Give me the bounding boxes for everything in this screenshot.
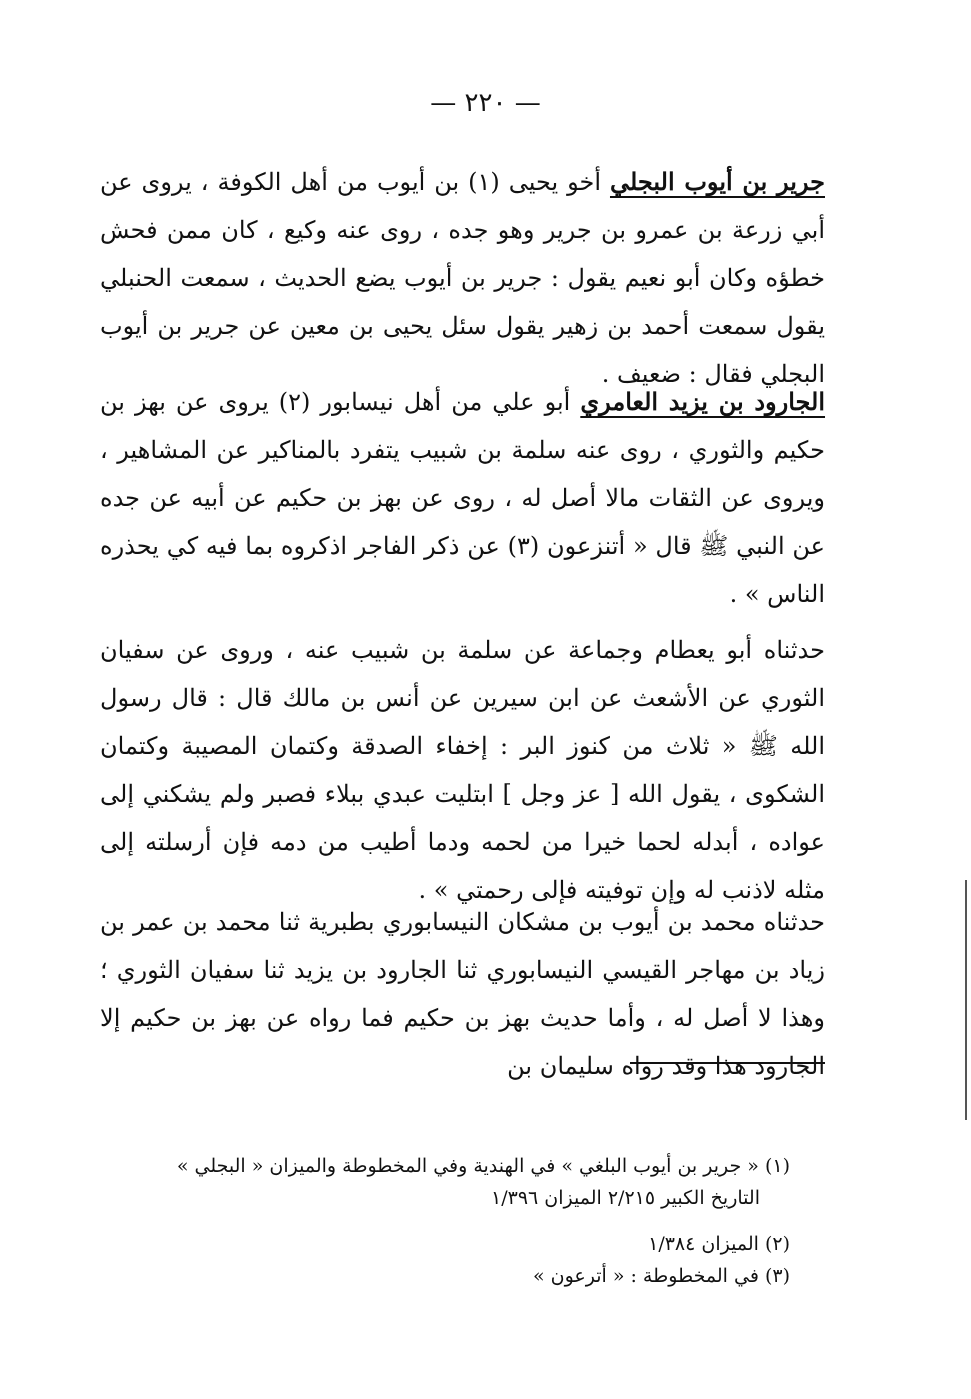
- footnote-1: (١) « جرير بن أيوب البلغي » في الهندية وفي المخطوطة والميزان « البجلي »: [176, 1155, 790, 1177]
- hadith-paragraph: حدثناه أبو يعطام وجماعة عن سلمة بن شبيب عنه ، وروى عن سفيان الثوري عن الأشعث عن ابن سيرين عن أنس بن مالك قال : قال رسول الله ﷺ « ثلاث من كنوز البر : إخفاء الصدقة وكتمان المصيبة وكتمان الشكوى ، يقول الله [ عز وجل ] ابتليت عبدي ببلاء فصبر ولم يشكني إلى عواده ، أبدله لحما خيرا من لحمه ودما أطيب من دمه فإن أرسلته إلى مثله لاذنب له وإن توفيته فإلى رحمتي » .: [100, 636, 825, 904]
- biography-entry-jarud: [100, 378, 825, 618]
- footnote-separator: [630, 1062, 825, 1064]
- footnote-3: (٣) في المخطوطة : « أترعون »: [532, 1265, 790, 1287]
- entry-name-heading: الجارود بن يزيد العامري: [580, 387, 826, 416]
- biography-entry-jarir: [100, 158, 825, 398]
- footnote-1-continuation: التاريخ الكبير ٢/٢١٥ الميزان ١/٣٩٦: [491, 1187, 760, 1209]
- entry-text: أبو علي من أهل نيسابور (٢) يروى عن بهز بن حكيم والثوري ، روى عنه سلمة بن شبيب يتفرد بالمناكير عن المشاهير ، ويروى عن الثقات مالا أصل له ، روى عن بهز بن حكيم عن أبيه عن جده عن النبي ﷺ قال « أتنزعون (٣) عن ذكر الفاجر اذكروه بما فيه كي يحذره الناس » .: [100, 388, 825, 608]
- scan-margin-edge: [965, 880, 967, 1120]
- entry-name-heading: جرير بن أيوب البجلي: [609, 167, 825, 196]
- entry-text: أخو يحيى (١) بن أيوب من أهل الكوفة ، يروى عن أبي زرعة بن عمرو بن جرير وهو جده ، روى عنه وكيع ، كان ممن فحش خطؤه وكان أبو نعيم يقول : جرير بن أيوب يضع الحديث ، سمعت الحنبلي يقول سمعت أحمد بن زهير يقول سئل يحيى بن معين عن جرير بن أيوب البجلي فقال : ضعيف .: [100, 168, 825, 388]
- page-number: — ٢٢٠ —: [430, 88, 541, 118]
- footnotes: [100, 1150, 790, 1292]
- footnote-2: (٢) الميزان ١/٣٨٤: [648, 1233, 790, 1255]
- isnad-paragraph: حدثناه محمد بن أيوب بن مشكان النيسابوري بطبرية ثنا محمد بن عمر بن زياد بن مهاجر القيسي النيسابوري ثنا الجارود بن يزيد ثنا سفيان الثوري ؛ وهذا لا أصل له ، وأما حديث بهز بن حكيم فما رواه عن بهز بن حكيم إلا الجارود هذا وقد رواه سليمان بن: [100, 908, 825, 1080]
